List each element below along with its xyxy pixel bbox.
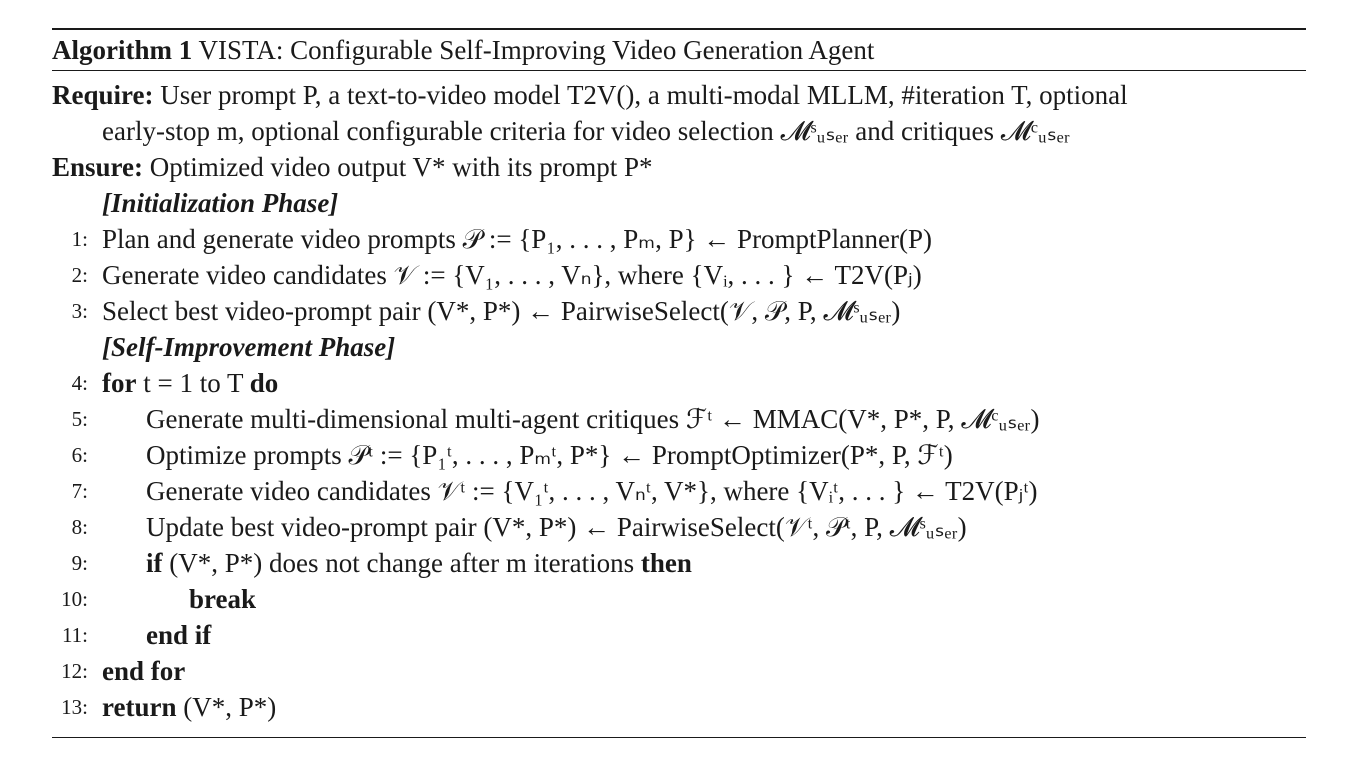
keyword-if: if — [146, 548, 163, 578]
line-number: 2: — [71, 263, 88, 287]
algo-line-7 — [52, 473, 1306, 509]
keyword-end-if: end if — [146, 620, 212, 650]
line-number: 3: — [71, 299, 88, 323]
line-text: (V*, P*) does not change after m iterations — [162, 548, 641, 578]
algo-line-12 — [52, 653, 1306, 689]
line-number: 9: — [71, 551, 88, 575]
line-text: Generate multi-dimensional multi-agent critiques ℱᵗ ← MMAC(V*, P*, P, 𝓜ᶜᵤₛₑᵣ) — [146, 404, 1040, 434]
algo-line-8 — [52, 509, 1306, 545]
line-text: t = 1 to T — [136, 368, 250, 398]
algorithm-block — [52, 28, 1306, 738]
line-text: (V*, P*) — [176, 692, 277, 722]
line-number: 13: — [61, 695, 88, 719]
algo-line-2 — [52, 257, 1306, 293]
keyword-then: then — [640, 548, 692, 578]
require-label: Require: — [52, 80, 154, 110]
ensure-line — [52, 149, 1306, 185]
algo-line-5 — [52, 401, 1306, 437]
line-number: 8: — [71, 515, 88, 539]
algo-line-3 — [52, 293, 1306, 329]
keyword-for: for — [102, 368, 137, 398]
algorithm-title: VISTA: Configurable Self-Improving Video Generation Agent — [198, 35, 875, 65]
require-line-1 — [52, 77, 1306, 113]
algo-line-9 — [52, 545, 1306, 581]
algorithm-body — [52, 71, 1306, 725]
line-text: Generate video candidates 𝒱ᵗ := {V₁ᵗ, . . . , Vₙᵗ, V*}, where {Vᵢᵗ, . . . } ← T2V(Pⱼᵗ) — [146, 476, 1038, 506]
init-phase-line — [52, 185, 1306, 221]
keyword-end-for: end for — [102, 656, 186, 686]
line-number: 12: — [61, 659, 88, 683]
line-text: Generate video candidates 𝒱 := {V₁, . . . , Vₙ}, where {Vᵢ, . . . } ← T2V(Pⱼ) — [102, 260, 922, 290]
line-number: 11: — [61, 623, 88, 647]
keyword-break: break — [189, 584, 257, 614]
bottom-rule — [52, 737, 1306, 738]
line-text: Select best video-prompt pair (V*, P*) ← PairwiseSelect(𝒱, 𝒫, P, 𝓜ˢᵤₛₑᵣ) — [102, 296, 901, 326]
require-line-2 — [52, 113, 1306, 149]
line-number: 4: — [71, 371, 88, 395]
algo-line-1 — [52, 221, 1306, 257]
line-number: 10: — [61, 587, 88, 611]
algo-line-10 — [52, 581, 1306, 617]
algo-line-4 — [52, 365, 1306, 401]
require-text-1: User prompt P, a text-to-video model T2V(), a multi-modal MLLM, #iteration T, optional — [160, 80, 1128, 110]
line-number: 1: — [71, 227, 88, 251]
algo-line-11 — [52, 617, 1306, 653]
line-text: Plan and generate video prompts 𝒫 := {P₁, . . . , Pₘ, P} ← PromptPlanner(P) — [102, 224, 933, 254]
require-text-2: early-stop m, optional configurable criteria for video selection 𝓜ˢᵤₛₑᵣ and critiques 𝓜ᶜᵤₛₑᵣ — [102, 116, 1070, 146]
algo-line-6 — [52, 437, 1306, 473]
line-number: 7: — [71, 479, 88, 503]
self-improve-phase-label: [Self-Improvement Phase] — [102, 332, 396, 362]
line-number: 5: — [71, 407, 88, 431]
init-phase-label: [Initialization Phase] — [102, 188, 339, 218]
ensure-label: Ensure: — [52, 152, 144, 182]
keyword-return: return — [102, 692, 177, 722]
self-improve-phase-line — [52, 329, 1306, 365]
line-number: 6: — [71, 443, 88, 467]
algorithm-label: Algorithm 1 — [52, 35, 193, 65]
algorithm-caption — [52, 30, 1306, 70]
line-text: Optimize prompts 𝒫ᵗ := {P₁ᵗ, . . . , Pₘᵗ, P*} ← PromptOptimizer(P*, P, ℱᵗ) — [146, 440, 953, 470]
ensure-text: Optimized video output V* with its prompt P* — [149, 152, 653, 182]
algo-line-13 — [52, 689, 1306, 725]
line-text: Update best video-prompt pair (V*, P*) ← PairwiseSelect(𝒱ᵗ, 𝒫ᵗ, P, 𝓜ˢᵤₛₑᵣ) — [146, 512, 967, 542]
keyword-do: do — [249, 368, 279, 398]
